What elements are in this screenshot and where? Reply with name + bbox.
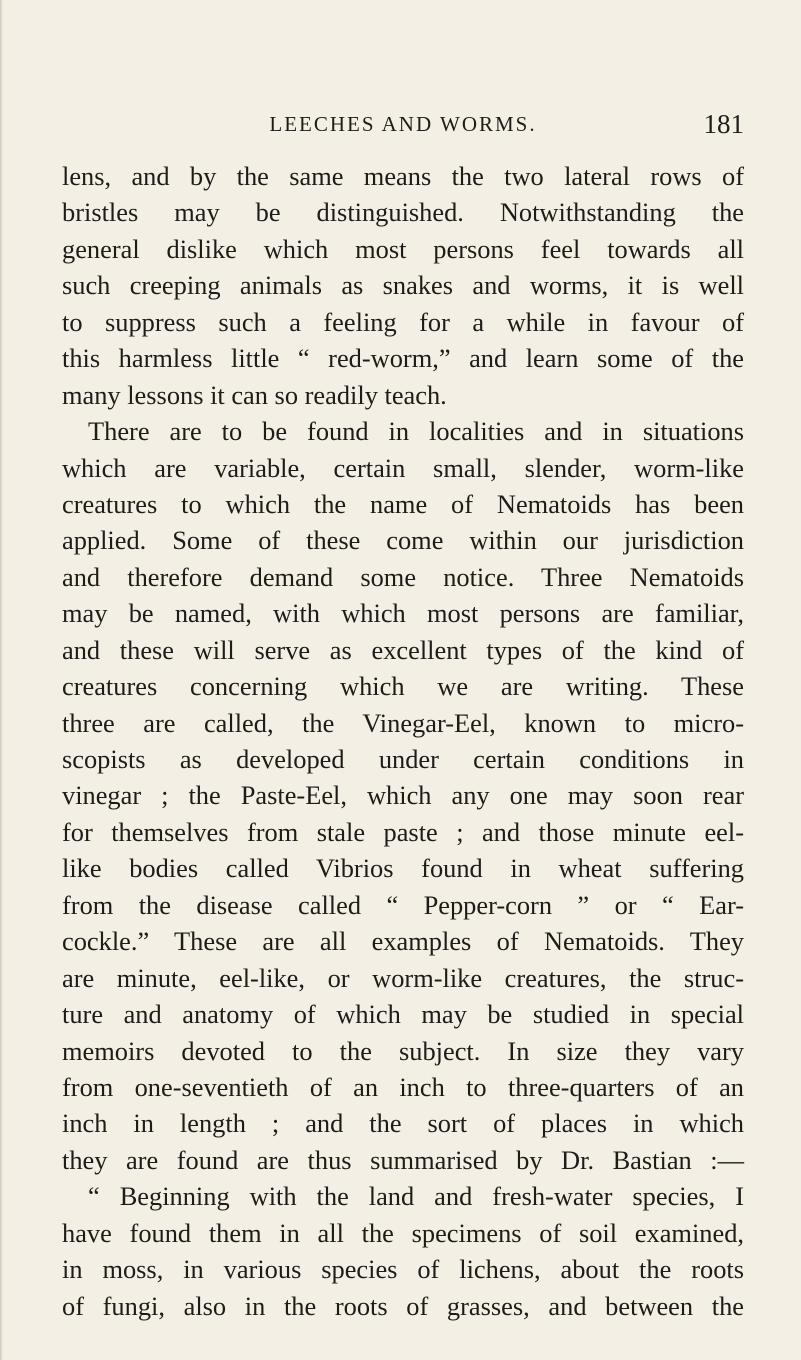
page-number: 181 xyxy=(703,109,744,139)
text-line: from the disease called “ Pepper-corn ” or “ Ear- xyxy=(62,889,744,920)
text-line: creatures concerning which we are writing. These xyxy=(62,671,744,702)
text-line: three are called, the Vinegar-Eel, known to micro- xyxy=(62,707,744,738)
text-line: many lessons it can so readily teach. xyxy=(62,379,447,410)
text-line: and these will serve as excellent types of the kind of xyxy=(62,634,744,665)
text-line: creatures to which the name of Nematoids has been xyxy=(62,488,744,519)
text-line: inch in length ; and the sort of places in which xyxy=(62,1108,744,1139)
text-line: to suppress such a feeling for a while in favour of xyxy=(62,306,744,337)
text-line: such creeping animals as snakes and worms, it is well xyxy=(62,270,744,301)
text-line: applied. Some of these come within our jurisdiction xyxy=(62,525,744,556)
text-line: like bodies called Vibrios found in wheat suffering xyxy=(62,853,744,884)
body-text xyxy=(62,158,744,1324)
running-head xyxy=(62,104,744,144)
text-line: vinegar ; the Paste-Eel, which any one may soon rear xyxy=(62,780,744,811)
text-line: cockle.” These are all examples of Nematoids. They xyxy=(62,926,744,957)
text-line: “ Beginning with the land and fresh-water species, I xyxy=(88,1181,744,1212)
text-line: for themselves from stale paste ; and those minute eel- xyxy=(62,816,744,847)
text-line: in moss, in various species of lichens, about the roots xyxy=(62,1254,744,1285)
text-line: from one-seventieth of an inch to three-quarters of an xyxy=(62,1071,744,1102)
page-gutter-edge xyxy=(0,0,3,1360)
text-line: which are variable, certain small, slender, worm-like xyxy=(62,452,744,483)
text-line: of fungi, also in the roots of grasses, and between the xyxy=(62,1290,744,1321)
text-line: are minute, eel-like, or worm-like creatures, the struc- xyxy=(62,962,744,993)
text-line: and therefore demand some notice. Three Nematoids xyxy=(62,561,744,592)
text-line: general dislike which most persons feel towards all xyxy=(62,233,744,264)
text-line: bristles may be distinguished. Notwithstanding the xyxy=(62,197,744,228)
text-line: ture and anatomy of which may be studied in special xyxy=(62,999,744,1030)
running-title: LEECHES AND WORMS. xyxy=(269,112,537,136)
text-line: There are to be found in localities and in situations xyxy=(88,416,744,447)
text-line: lens, and by the same means the two lateral rows of xyxy=(62,161,744,191)
text-line: scopists as developed under certain conditions in xyxy=(62,744,744,774)
text-line: have found them in all the specimens of soil examined, xyxy=(62,1217,744,1248)
text-line: may be named, with which most persons are familiar, xyxy=(62,598,744,629)
text-line: this harmless little “ red-worm,” and learn some of the xyxy=(62,343,744,374)
text-line: they are found are thus summarised by Dr. Bastian :— xyxy=(62,1144,744,1175)
text-line: memoirs devoted to the subject. In size they vary xyxy=(62,1035,744,1066)
